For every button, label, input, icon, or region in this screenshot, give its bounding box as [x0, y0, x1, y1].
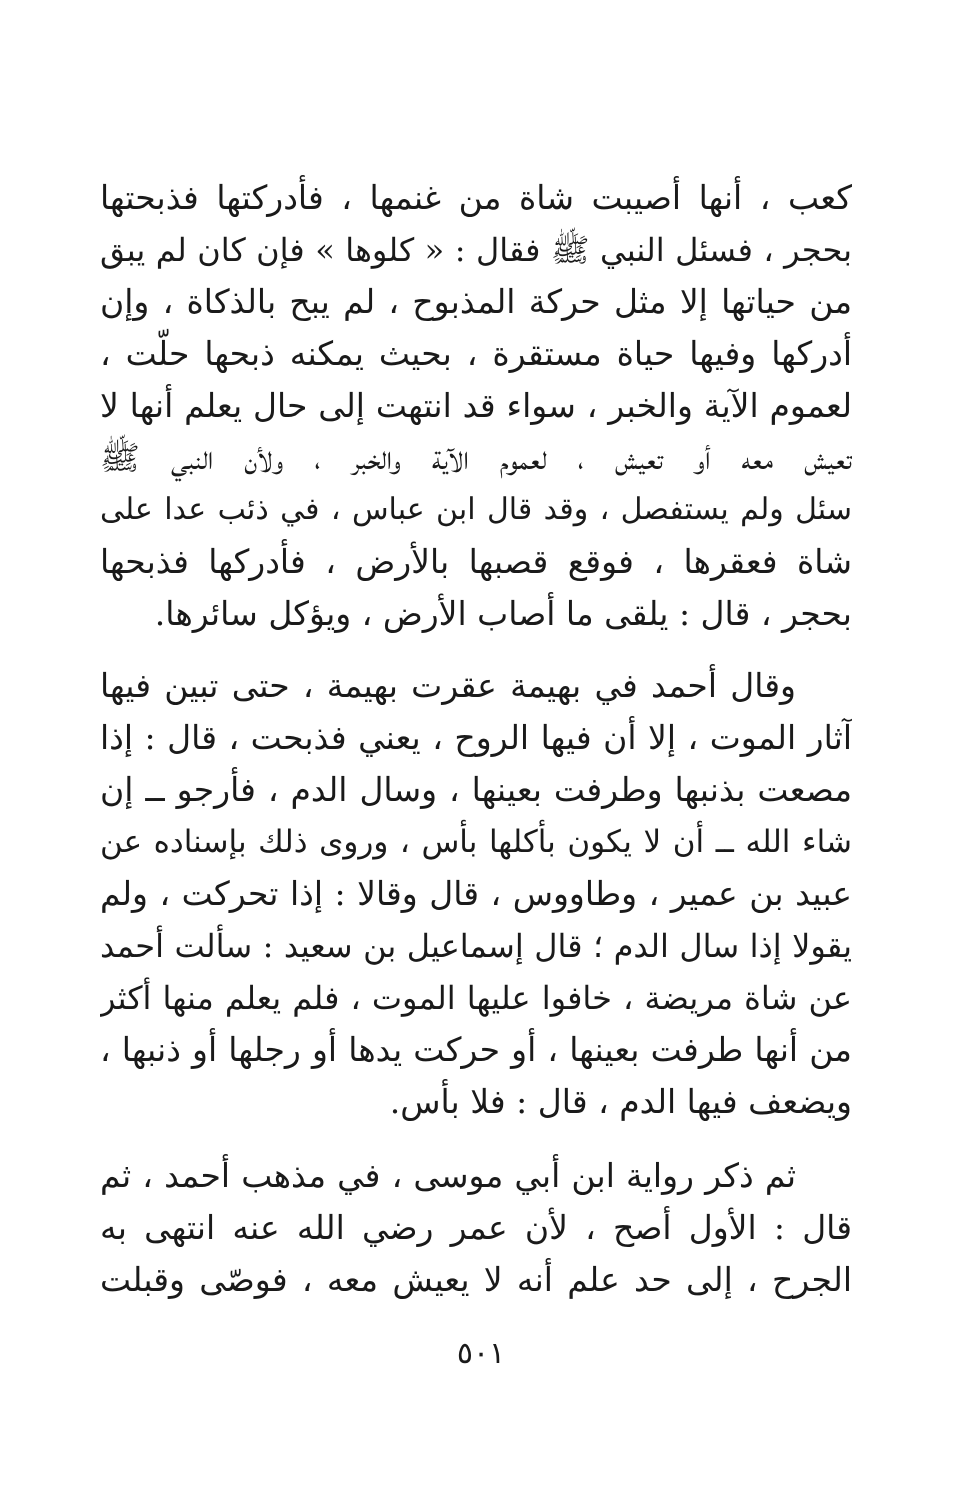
- text-line: ويضعف فيها الدم ، قال : فلا بأس.: [389, 1082, 852, 1121]
- text-line: أدركها وفيها حياة مستقرة ، بحيث يمكنه ذبحها حلّت ،: [100, 334, 852, 373]
- paragraph-1: [100, 172, 852, 640]
- text-line: وقال أحمد في بهيمة عقرت بهيمة ، حتى تبين فيها: [100, 666, 796, 705]
- text-line: قال : الأول أصح ، لأن عمر رضي الله عنه انتهى به: [100, 1208, 852, 1247]
- paragraph-2: [100, 660, 852, 1128]
- text-line: كعب ، أنها أصيبت شاة من غنمها ، فأدركتها فذبحتها: [100, 178, 852, 217]
- text-line: لعموم الآية والخبر ، سواء قد انتهت إلى حال يعلم أنها لا: [100, 386, 852, 425]
- text-line: تعيش معه أو تعيش ، لعموم الآية والخبر ، ولأن النبي ﷺ: [100, 438, 852, 477]
- page-number: ٥٠١: [456, 1336, 506, 1371]
- text-line: بحجر ، فسئل النبي ﷺ فقال : « كلوها » فإن كان لم يبق: [100, 231, 852, 269]
- text-line: سئل ولم يستفصل ، وقد قال ابن عباس ، في ذئب عدا على: [100, 492, 852, 527]
- text-line: يقولا إذا سال الدم ؛ قال إسماعيل بن سعيد : سألت أحمد: [100, 927, 852, 965]
- text-line: شاء الله ــ أن لا يكون بأكلها بأس ، وروى ذلك بإسناده عن: [100, 824, 852, 860]
- text-line: آثار الموت ، إلا أن فيها الروح ، يعني فذبحت ، قال : إذا: [100, 718, 852, 757]
- text-line: من حياتها إلا مثل حركة المذبوح ، لم يبح بالذكاة ، وإن: [100, 282, 852, 321]
- text-line: شاة فعقرها ، فوقع قصبها بالأرض ، فأدركها فذبحها: [100, 542, 852, 581]
- text-line: ثم ذكر رواية ابن أبي موسى ، في مذهب أحمد ، ثم: [100, 1156, 796, 1195]
- text-line: عن شاة مريضة ، خافوا عليها الموت ، فلم يعلم منها أكثر: [100, 979, 852, 1017]
- text-line: من أنها طرفت بعينها ، أو حركت يدها أو رجلها أو ذنبها ،: [100, 1030, 852, 1069]
- text-line: الجرح ، إلى حد علم أنه لا يعيش معه ، فوصّى وقبلت: [100, 1260, 852, 1299]
- text-line: عبيد بن عمير ، وطاووس ، قال وقالا : إذا تحركت ، ولم: [100, 874, 852, 913]
- text-line: بحجر ، قال : يلقى ما أصاب الأرض ، ويؤكل سائرها.: [154, 594, 852, 633]
- text-line: مصعت بذنبها وطرفت بعينها ، وسال الدم ، فأرجو ــ إن: [100, 770, 852, 809]
- paragraph-3: [100, 1150, 852, 1306]
